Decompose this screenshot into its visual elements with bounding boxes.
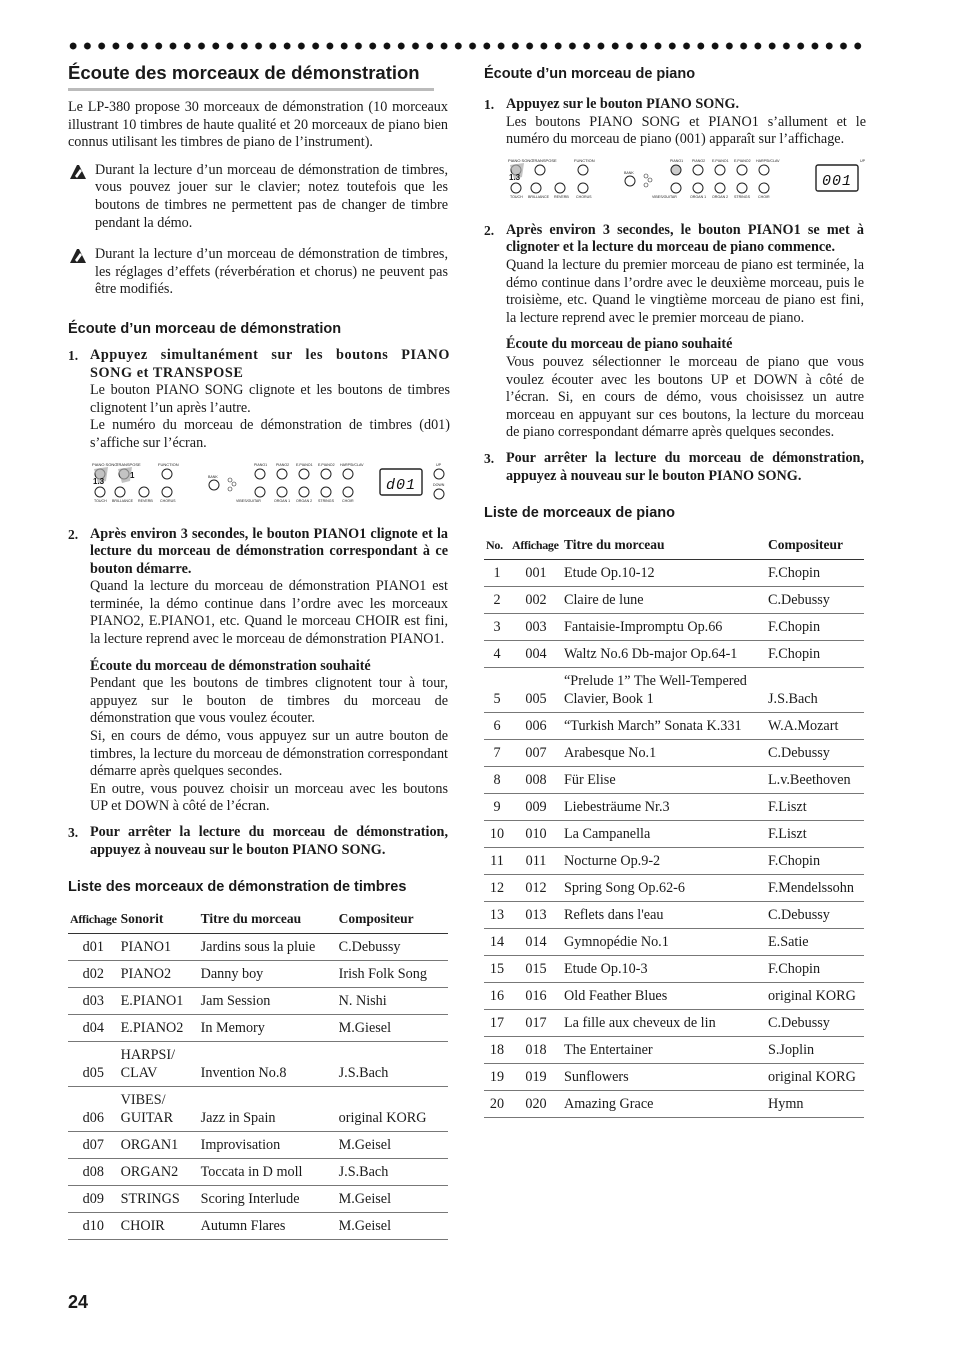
table-cell: Waltz No.6 Db-major Op.64-1 bbox=[562, 641, 766, 668]
table-cell: d09 bbox=[68, 1186, 119, 1213]
column-header: Affichage bbox=[68, 905, 119, 934]
table-cell: E.PIANO2 bbox=[119, 1015, 199, 1042]
table-cell: La fille aux cheveux de lin bbox=[562, 1010, 766, 1037]
table-cell: 18 bbox=[484, 1037, 510, 1064]
label-transpose: TRANSPOSE bbox=[116, 461, 141, 467]
step-1 bbox=[68, 347, 448, 518]
step-heading: Appuyez sur le bouton PIANO SONG. bbox=[506, 96, 740, 112]
table-cell: d04 bbox=[68, 1015, 119, 1042]
table-row bbox=[68, 1042, 448, 1087]
label-touch: TOUCH bbox=[94, 498, 107, 503]
label-voice: E.PIANO1 bbox=[296, 462, 313, 467]
table-row bbox=[484, 614, 864, 641]
table-row bbox=[484, 740, 864, 767]
table-cell: 004 bbox=[510, 641, 562, 668]
table-cell: 20 bbox=[484, 1091, 510, 1118]
table-cell: F.Chopin bbox=[766, 848, 864, 875]
right-column bbox=[484, 66, 864, 1118]
table-cell: “Prelude 1” The Well-Tempered Clavier, Book 1 bbox=[562, 668, 766, 713]
control-panel-illustration bbox=[90, 461, 450, 503]
step-text: En outre, vous pouvez choisir un morceau avec les boutons UP et DOWN à côté de l’écran. bbox=[90, 780, 448, 815]
table-cell: Old Feather Blues bbox=[562, 983, 766, 1010]
table-cell: 6 bbox=[484, 713, 510, 740]
table-cell: 006 bbox=[510, 713, 562, 740]
table-cell: d10 bbox=[68, 1213, 119, 1240]
page-number: 24 bbox=[68, 1292, 89, 1312]
table-cell: d01 bbox=[68, 934, 119, 961]
sub-heading: Écoute du morceau de piano souhaité bbox=[506, 336, 733, 353]
table-cell: original KORG bbox=[766, 1064, 864, 1091]
step-1 bbox=[484, 96, 864, 214]
label-piano-song: PIANO SONG bbox=[92, 461, 118, 467]
table-row bbox=[68, 1087, 448, 1132]
label-voice: STRINGS bbox=[318, 498, 334, 503]
table-cell: 13 bbox=[484, 902, 510, 929]
table-cell: Jam Session bbox=[199, 988, 337, 1015]
brilliance-button[interactable] bbox=[531, 183, 541, 193]
callout-label: 1.3 bbox=[93, 476, 105, 486]
table-cell: C.Debussy bbox=[766, 902, 864, 929]
step-text: Si, en cours de démo, vous appuyez sur un autre bouton de timbres, la lecture du morceau de démonstration correspondant démarre après quelques secondes. bbox=[90, 728, 448, 780]
table-cell: Danny boy bbox=[199, 961, 337, 988]
table-cell: Etude Op.10-3 bbox=[562, 956, 766, 983]
voice-button-epiano2[interactable] bbox=[737, 165, 747, 175]
table-row bbox=[484, 848, 864, 875]
reverb-button[interactable] bbox=[139, 487, 149, 497]
label-brilliance: BRILLIANCE bbox=[112, 498, 133, 503]
table-cell: M.Geisel bbox=[337, 1213, 448, 1240]
transpose-button[interactable] bbox=[535, 165, 545, 175]
step-heading: Après environ 3 secondes, le bouton PIANO1 clignote et la lecture du morceau de démonstration correspondant à ce bouton démarre. bbox=[90, 525, 448, 577]
voice-button-piano2[interactable] bbox=[277, 469, 287, 479]
table-cell: original KORG bbox=[766, 983, 864, 1010]
callout-label: 1.3 bbox=[509, 172, 521, 182]
table-cell: 001 bbox=[510, 560, 562, 587]
table-row bbox=[484, 983, 864, 1010]
column-header: Titre du morceau bbox=[562, 531, 766, 560]
demo-songs-table bbox=[68, 905, 448, 1240]
table-row bbox=[68, 1186, 448, 1213]
table-cell: Claire de lune bbox=[562, 587, 766, 614]
table-cell: Für Elise bbox=[562, 767, 766, 794]
table-cell: 19 bbox=[484, 1064, 510, 1091]
table-cell: 16 bbox=[484, 983, 510, 1010]
table-cell: The Entertainer bbox=[562, 1037, 766, 1064]
function-button[interactable] bbox=[162, 469, 172, 479]
table-cell: PIANO2 bbox=[119, 961, 199, 988]
column-header: No. bbox=[484, 531, 510, 560]
step-heading: Pour arrêter la lecture du morceau de démonstration, appuyez à nouveau sur le bouton PIANO SONG. bbox=[506, 449, 864, 484]
table-cell: CHOIR bbox=[119, 1213, 199, 1240]
table-row bbox=[484, 668, 864, 713]
table-cell: PIANO1 bbox=[119, 934, 199, 961]
warning-icon bbox=[68, 247, 88, 265]
table-cell: 015 bbox=[510, 956, 562, 983]
table-cell: C.Debussy bbox=[766, 740, 864, 767]
table-cell: F.Chopin bbox=[766, 614, 864, 641]
column-header: Titre du morceau bbox=[199, 905, 337, 934]
voice-button-vibes-guitar[interactable] bbox=[671, 183, 681, 193]
table-cell: Arabesque No.1 bbox=[562, 740, 766, 767]
table-row bbox=[68, 1132, 448, 1159]
table-cell: J.S.Bach bbox=[766, 668, 864, 713]
step-2 bbox=[68, 526, 448, 817]
table-cell: ORGAN2 bbox=[119, 1159, 199, 1186]
sub-heading: Écoute du morceau de démonstration souhaité bbox=[90, 657, 371, 674]
label-up: UP bbox=[436, 462, 441, 467]
step-text: Quand la lecture du morceau de démonstration PIANO1 est terminée, la démo continue dans l’ordre avec les morceaux PIANO2, E.PIANO1, etc. Quand le morceau CHOIR est fini, la lecture reprend avec le morceau de démonstration PIANO1. bbox=[90, 578, 448, 648]
left-column bbox=[68, 62, 448, 1240]
table-cell: STRINGS bbox=[119, 1186, 199, 1213]
table-cell: 008 bbox=[510, 767, 562, 794]
voice-button-epiano1[interactable] bbox=[299, 469, 309, 479]
voice-button-vibes-guitar[interactable] bbox=[255, 487, 265, 497]
label-down: DOWN bbox=[433, 482, 445, 487]
section-title-demo: Écoute d’un morceau de démonstration bbox=[68, 320, 342, 337]
table-cell: 016 bbox=[510, 983, 562, 1010]
table-cell: 7 bbox=[484, 740, 510, 767]
label-touch: TOUCH bbox=[510, 194, 523, 199]
label-bank: BANK bbox=[208, 474, 218, 479]
voice-button-choir[interactable] bbox=[759, 183, 769, 193]
table-cell: Liebesträume Nr.3 bbox=[562, 794, 766, 821]
table-cell: 013 bbox=[510, 902, 562, 929]
table-cell: 5 bbox=[484, 668, 510, 713]
section-title-piano: Écoute d’un morceau de piano bbox=[484, 66, 696, 82]
table-cell: 14 bbox=[484, 929, 510, 956]
table-row bbox=[484, 1091, 864, 1118]
table-cell: F.Chopin bbox=[766, 641, 864, 668]
step-number: 2. bbox=[484, 222, 495, 238]
chorus-button[interactable] bbox=[578, 183, 588, 193]
voice-button-harpsi-clav[interactable] bbox=[759, 165, 769, 175]
table-cell: 17 bbox=[484, 1010, 510, 1037]
step-number: 1. bbox=[484, 97, 495, 112]
table-cell: 012 bbox=[510, 875, 562, 902]
table-cell: Jazz in Spain bbox=[199, 1087, 337, 1132]
table-row bbox=[68, 1213, 448, 1240]
function-button[interactable] bbox=[578, 165, 588, 175]
step-text: Le numéro du morceau de démonstration de timbres (d01) s’affiche sur l’écran. bbox=[90, 417, 450, 451]
step-text: Quand la lecture du premier morceau de piano est terminée, la démo continue dans l’ordre avec le deuxième morceau, puis le troisième, etc. Quand le vingtième morceau de piano est fini, la lecture reprend avec le premier morceau de piano. bbox=[506, 256, 864, 326]
table-cell: 009 bbox=[510, 794, 562, 821]
label-voice: PIANO1 bbox=[670, 158, 684, 163]
callout-label: 1 bbox=[130, 470, 135, 480]
table-row bbox=[484, 587, 864, 614]
table-cell: F.Mendelssohn bbox=[766, 875, 864, 902]
label-voice: E.PIANO1 bbox=[712, 158, 729, 163]
touch-button[interactable] bbox=[511, 183, 521, 193]
table-row bbox=[484, 641, 864, 668]
table-cell: HARPSI/ CLAV bbox=[119, 1042, 199, 1087]
table-cell: Jardins sous la pluie bbox=[199, 934, 337, 961]
control-panel-illustration bbox=[506, 157, 866, 199]
note-2-text: Durant la lecture d’un morceau de démonstration de timbres, les réglages d’effets (réverbération et chorus) ne peuvent pas être modifiés. bbox=[95, 246, 448, 298]
table-cell: W.A.Mozart bbox=[766, 713, 864, 740]
table-header-row bbox=[68, 905, 448, 934]
table-cell: d05 bbox=[68, 1042, 119, 1087]
note-1 bbox=[68, 162, 448, 232]
table-cell: d06 bbox=[68, 1087, 119, 1132]
table-cell: Etude Op.10-12 bbox=[562, 560, 766, 587]
column-header: Compositeur bbox=[766, 531, 864, 560]
table-cell: Spring Song Op.62-6 bbox=[562, 875, 766, 902]
display-readout: d01 bbox=[386, 476, 417, 494]
table-row bbox=[484, 875, 864, 902]
table-cell: Irish Folk Song bbox=[337, 961, 448, 988]
bank-button[interactable] bbox=[209, 480, 219, 490]
step-heading: Appuyez simultanément sur les boutons PIANO SONG et TRANSPOSE bbox=[90, 346, 450, 381]
table-cell: 018 bbox=[510, 1037, 562, 1064]
table-cell: 003 bbox=[510, 614, 562, 641]
table-cell: N. Nishi bbox=[337, 988, 448, 1015]
voice-button-organ2[interactable] bbox=[715, 183, 725, 193]
voice-button-harpsi-clav[interactable] bbox=[343, 469, 353, 479]
label-voice: PIANO2 bbox=[692, 158, 706, 163]
table-cell: 1 bbox=[484, 560, 510, 587]
table-cell: 017 bbox=[510, 1010, 562, 1037]
table-cell: Autumn Flares bbox=[199, 1213, 337, 1240]
step-3 bbox=[484, 450, 864, 485]
label-reverb: REVERB bbox=[138, 498, 153, 503]
label-chorus: CHORUS bbox=[160, 498, 176, 503]
voice-button-organ1[interactable] bbox=[277, 487, 287, 497]
label-voice: HARPSI/CLAV bbox=[340, 462, 364, 467]
table-cell: F.Liszt bbox=[766, 794, 864, 821]
table-cell: d07 bbox=[68, 1132, 119, 1159]
table-row bbox=[68, 961, 448, 988]
table-cell: 11 bbox=[484, 848, 510, 875]
table-cell: Invention No.8 bbox=[199, 1042, 337, 1087]
label-voice: HARPSI/CLAV bbox=[756, 158, 780, 163]
table-cell: 011 bbox=[510, 848, 562, 875]
table-row bbox=[68, 1159, 448, 1186]
label-reverb: REVERB bbox=[554, 194, 569, 199]
label-function: FUNCTION bbox=[158, 461, 179, 467]
bank-button[interactable] bbox=[625, 176, 635, 186]
table-cell: 2 bbox=[484, 587, 510, 614]
table-cell: Hymn bbox=[766, 1091, 864, 1118]
piano-songs-table bbox=[484, 531, 864, 1118]
table-row bbox=[484, 794, 864, 821]
voice-button-strings[interactable] bbox=[737, 183, 747, 193]
label-function: FUNCTION bbox=[574, 157, 595, 163]
label-up: UP bbox=[860, 158, 865, 163]
down-button[interactable] bbox=[434, 489, 444, 499]
step-3 bbox=[68, 824, 448, 859]
table-cell: In Memory bbox=[199, 1015, 337, 1042]
table-cell: 15 bbox=[484, 956, 510, 983]
table-cell: Toccata in D moll bbox=[199, 1159, 337, 1186]
label-voice: CHOIR bbox=[758, 194, 770, 199]
table-row bbox=[484, 713, 864, 740]
table-row bbox=[68, 988, 448, 1015]
step-heading: Pour arrêter la lecture du morceau de démonstration, appuyez à nouveau sur le bouton PIANO SONG. bbox=[90, 824, 448, 858]
voice-button-epiano2[interactable] bbox=[321, 469, 331, 479]
step-number: 3. bbox=[484, 450, 495, 466]
table-cell: J.S.Bach bbox=[337, 1159, 448, 1186]
table-cell: ORGAN1 bbox=[119, 1132, 199, 1159]
step-heading: Après environ 3 secondes, le bouton PIANO1 se met à clignoter et la lecture du morceau de piano commence. bbox=[506, 221, 864, 256]
label-voice: PIANO2 bbox=[276, 462, 290, 467]
label-voice: VIBES/GUITAR bbox=[652, 194, 677, 199]
table-cell: F.Chopin bbox=[766, 560, 864, 587]
label-voice: ORGAN 1 bbox=[690, 194, 707, 199]
voice-button-epiano1[interactable] bbox=[715, 165, 725, 175]
up-button[interactable] bbox=[434, 469, 444, 479]
table-row bbox=[484, 929, 864, 956]
table-cell: La Campanella bbox=[562, 821, 766, 848]
label-bank: BANK bbox=[624, 170, 634, 175]
step-number: 2. bbox=[68, 526, 79, 542]
table-cell: 12 bbox=[484, 875, 510, 902]
table-cell: “Turkish March” Sonata K.331 bbox=[562, 713, 766, 740]
label-voice: E.PIANO2 bbox=[318, 462, 335, 467]
table-row bbox=[484, 767, 864, 794]
label-voice: CHOIR bbox=[342, 498, 354, 503]
step-text: Les boutons PIANO SONG et PIANO1 s’allument et le numéro du morceau de piano (001) apparaît sur l’affichage. bbox=[506, 113, 866, 148]
step-text: Pendant que les boutons de timbres clignotent tour à tour, appuyez sur le bouton de timbres du morceau de démonstration que vous voulez écouter. bbox=[90, 675, 448, 727]
table-cell: 4 bbox=[484, 641, 510, 668]
table-cell: Nocturne Op.9-2 bbox=[562, 848, 766, 875]
step-number: 3. bbox=[68, 825, 79, 840]
table-cell: Fantaisie-Impromptu Op.66 bbox=[562, 614, 766, 641]
column-header: Affichage bbox=[510, 531, 562, 560]
table-cell: 3 bbox=[484, 614, 510, 641]
table-cell: F.Chopin bbox=[766, 956, 864, 983]
table-cell: J.S.Bach bbox=[337, 1042, 448, 1087]
label-voice: STRINGS bbox=[734, 194, 750, 199]
step-2 bbox=[484, 222, 864, 442]
table-cell: S.Joplin bbox=[766, 1037, 864, 1064]
table-cell: 8 bbox=[484, 767, 510, 794]
piano-list-title: Liste de morceaux de piano bbox=[484, 505, 675, 522]
table-cell: E.Satie bbox=[766, 929, 864, 956]
table-cell: M.Giesel bbox=[337, 1015, 448, 1042]
header-dot-rule bbox=[66, 40, 866, 52]
label-transpose: TRANSPOSE bbox=[532, 157, 557, 163]
table-cell: 002 bbox=[510, 587, 562, 614]
table-row bbox=[484, 1064, 864, 1091]
table-row bbox=[68, 1015, 448, 1042]
table-cell: M.Geisel bbox=[337, 1132, 448, 1159]
table-cell: E.PIANO1 bbox=[119, 988, 199, 1015]
intro-paragraph: Le LP-380 propose 30 morceaux de démonstration (10 morceaux illustrant 10 timbres de haute qualité et 20 morceaux de piano bien connus utilisant les timbres de piano de l’instrument). bbox=[68, 99, 448, 151]
step-text: Vous pouvez sélectionner le morceau de piano que vous voulez écouter avec les boutons UP et DOWN à côté de l’écran. Si, en cours de démo, vous choisissez un autre morceau en appuyant sur ces boutons, la lecture du morceau de piano correspondant démarre après quelques secondes. bbox=[506, 353, 864, 441]
table-cell: d02 bbox=[68, 961, 119, 988]
table-cell: 020 bbox=[510, 1091, 562, 1118]
table-cell: Amazing Grace bbox=[562, 1091, 766, 1118]
table-row bbox=[484, 902, 864, 929]
table-row bbox=[484, 821, 864, 848]
table-cell: L.v.Beethoven bbox=[766, 767, 864, 794]
column-header: Compositeur bbox=[337, 905, 448, 934]
table-cell: Scoring Interlude bbox=[199, 1186, 337, 1213]
page-title: Écoute des morceaux de démonstration bbox=[68, 62, 434, 91]
column-header: Sonorit bbox=[119, 905, 199, 934]
table-cell: d03 bbox=[68, 988, 119, 1015]
label-voice: ORGAN 2 bbox=[296, 498, 313, 503]
label-chorus: CHORUS bbox=[576, 194, 592, 199]
demo-list-title: Liste des morceaux de démonstration de timbres bbox=[68, 879, 407, 896]
table-row bbox=[484, 1010, 864, 1037]
label-voice: ORGAN 1 bbox=[274, 498, 291, 503]
label-voice: PIANO1 bbox=[254, 462, 268, 467]
label-voice: E.PIANO2 bbox=[734, 158, 751, 163]
table-cell: F.Liszt bbox=[766, 821, 864, 848]
touch-button[interactable] bbox=[95, 487, 105, 497]
table-cell: VIBES/ GUITAR bbox=[119, 1087, 199, 1132]
reverb-button[interactable] bbox=[555, 183, 565, 193]
table-cell: 010 bbox=[510, 821, 562, 848]
voice-button-organ1[interactable] bbox=[693, 183, 703, 193]
table-row bbox=[68, 934, 448, 961]
table-cell: 9 bbox=[484, 794, 510, 821]
table-cell: 007 bbox=[510, 740, 562, 767]
table-cell: Improvisation bbox=[199, 1132, 337, 1159]
table-cell: Reflets dans l'eau bbox=[562, 902, 766, 929]
table-cell: M.Geisel bbox=[337, 1186, 448, 1213]
table-row bbox=[484, 560, 864, 587]
voice-button-organ2[interactable] bbox=[299, 487, 309, 497]
table-cell: Gymnopédie No.1 bbox=[562, 929, 766, 956]
display-readout: 001 bbox=[822, 172, 853, 190]
table-row bbox=[484, 1037, 864, 1064]
step-text: Le bouton PIANO SONG clignote et les boutons de timbres clignotent l’un après l’autre. bbox=[90, 382, 450, 416]
label-voice: ORGAN 2 bbox=[712, 194, 729, 199]
step-number: 1. bbox=[68, 347, 79, 363]
table-row bbox=[484, 956, 864, 983]
chorus-button[interactable] bbox=[162, 487, 172, 497]
table-cell: 014 bbox=[510, 929, 562, 956]
voice-button-piano1[interactable] bbox=[255, 469, 265, 479]
table-cell: C.Debussy bbox=[766, 1010, 864, 1037]
table-cell: C.Debussy bbox=[766, 587, 864, 614]
table-cell: 10 bbox=[484, 821, 510, 848]
table-cell: 019 bbox=[510, 1064, 562, 1091]
table-cell: C.Debussy bbox=[337, 934, 448, 961]
warning-icon bbox=[68, 163, 88, 181]
note-2 bbox=[68, 246, 448, 299]
brilliance-button[interactable] bbox=[115, 487, 125, 497]
table-cell: 005 bbox=[510, 668, 562, 713]
table-cell: original KORG bbox=[337, 1087, 448, 1132]
voice-button-piano2[interactable] bbox=[693, 165, 703, 175]
label-voice: VIBES/GUITAR bbox=[236, 498, 261, 503]
note-1-text: Durant la lecture d’un morceau de démonstration de timbres, vous pouvez jouer sur le clavier; notez toutefois que les boutons de timbres ne permettent pas de changer de timbre pendant la démo. bbox=[95, 161, 448, 231]
table-cell: Sunflowers bbox=[562, 1064, 766, 1091]
voice-button-piano1[interactable] bbox=[671, 165, 681, 175]
voice-button-strings[interactable] bbox=[321, 487, 331, 497]
label-brilliance: BRILLIANCE bbox=[528, 194, 549, 199]
table-header-row bbox=[484, 531, 864, 560]
table-cell: d08 bbox=[68, 1159, 119, 1186]
label-piano-song: PIANO SONG bbox=[508, 157, 534, 163]
voice-button-choir[interactable] bbox=[343, 487, 353, 497]
